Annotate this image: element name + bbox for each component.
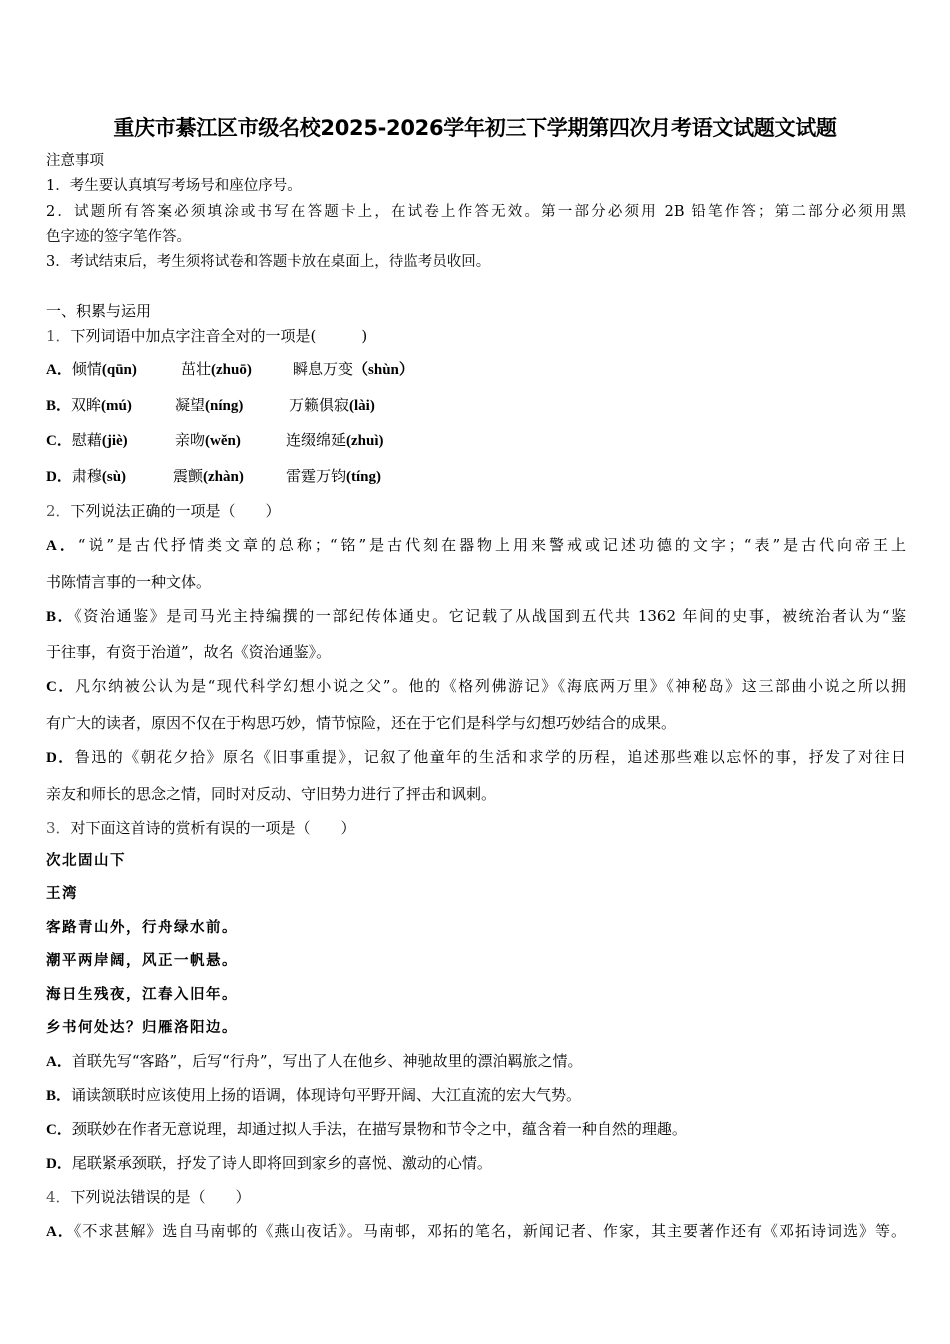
q2-option-b-cont: 于往事，有资于治道”，故名《资治通鉴》。 (46, 643, 332, 661)
notice-heading: 注意事项 (46, 153, 104, 169)
option-label: B． (46, 1088, 72, 1104)
pinyin: (qūn) (101, 362, 137, 378)
option-text: 颈联妙在作者无意说理，却通过拟人手法，在描写景物和节令之中，蕴含着一种自然的理趣。 (71, 1120, 687, 1138)
question-number: 3． (46, 819, 71, 837)
q3-option-b (46, 1085, 581, 1106)
option-label: C． (46, 679, 75, 695)
question-4 (46, 1187, 251, 1207)
pinyin: (wěn) (205, 433, 241, 449)
pinyin: (zhuì) (346, 433, 384, 449)
option-label: D． (46, 469, 72, 485)
option-text: “说”是古代抒情类文章的总称；“铭”是古代刻在器物上用来警戒或记述功德的文字；“表”是古代向帝王上 (77, 536, 906, 554)
option-word: 雷霆万钧 (286, 467, 347, 485)
q2-option-d-cont: 亲友和师长的思念之情，同时对反动、守旧势力进行了抨击和讽刺。 (46, 785, 497, 803)
option-label: B． (46, 609, 75, 625)
q3-option-d (46, 1153, 492, 1174)
option-word: 茁壮 (181, 360, 212, 378)
q2-option-c (46, 676, 906, 697)
option-text: 凡尔纳被公认为是“现代科学幻想小说之父”。他的《格列佛游记》《海底两万里》《神秘岛》这三部曲小说之所以拥 (75, 677, 906, 695)
option-word: 亲吻 (175, 431, 206, 449)
poem-author: 王湾 (46, 885, 78, 902)
option-word: 震颤 (173, 467, 204, 485)
option-word: 双眸 (71, 396, 102, 414)
q2-option-a (46, 535, 906, 556)
q3-option-a (46, 1051, 583, 1072)
question-stem: 下列词语中加点字注音全对的一项是( ) (70, 327, 368, 345)
question-stem: 对下面这首诗的赏析有误的一项是（ ） (70, 819, 356, 837)
notice-item: 3．考试结束后，考生须将试卷和答题卡放在桌面上，待监考员收回。 (46, 254, 491, 270)
poem-line: 乡书何处达？归雁洛阳边。 (46, 1019, 238, 1036)
option-label: B． (46, 398, 72, 414)
question-number: 4． (46, 1188, 71, 1206)
option-word: 慰藉 (71, 431, 102, 449)
notice-item: 2．试题所有答案必须填涂或书写在答题卡上，在试卷上作答无效。第一部分必须用 2B 铅笔作答；第二部分必须用黑 (46, 204, 906, 220)
option-label: A． (46, 1054, 72, 1070)
question-number: 1． (46, 327, 71, 345)
q2-option-a-cont: 书陈情言事的一种文体。 (46, 573, 212, 591)
notice-item: 1．考生要认真填写考场号和座位序号。 (46, 178, 302, 194)
pinyin: （shùn） (353, 362, 414, 378)
pinyin: (zhuō) (211, 362, 252, 378)
q4-option-a (46, 1221, 906, 1242)
poem-line: 客路青山外，行舟绿水前。 (46, 919, 238, 936)
q3-option-c (46, 1119, 687, 1140)
option-text: 首联先写“客路”，后写“行舟”，写出了人在他乡、神驰故里的漂泊羁旅之情。 (71, 1052, 583, 1070)
option-label: D． (46, 750, 75, 766)
option-word: 万籁俱寂 (289, 396, 350, 414)
question-stem: 下列说法正确的一项是（ ） (70, 502, 281, 520)
option-word: 肃穆 (71, 467, 102, 485)
question-number: 2． (46, 502, 71, 520)
section-heading: 一、积累与运用 (46, 302, 152, 320)
option-word: 凝望 (175, 396, 206, 414)
q2-option-c-cont: 有广大的读者，原因不仅在于构思巧妙，情节惊险，还在于它们是科学与幻想巧妙结合的成果。 (46, 714, 677, 732)
pinyin: (lài) (349, 398, 375, 414)
option-word: 连缀绵延 (286, 431, 347, 449)
option-word: 瞬息万变 (293, 360, 354, 378)
option-word: 倾情 (71, 360, 102, 378)
poem-title: 次北固山下 (46, 852, 126, 869)
option-text: 《资治通鉴》是司马光主持编撰的一部纪传体通史。它记载了从战国到五代共 1362 年间的史事，被统治者认为“鉴 (74, 607, 906, 625)
question-3 (46, 818, 356, 838)
option-label: C． (46, 1122, 72, 1138)
q2-option-d (46, 747, 906, 768)
option-text: 《不求甚解》选自马南邨的《燕山夜话》。马南邨，邓拓的笔名，新闻记者、作家，其主要著作还有《邓拓诗词选》等。 (73, 1222, 906, 1240)
poem-line: 海日生残夜，江春入旧年。 (46, 986, 238, 1003)
page-title: 重庆市綦江区市级名校2025-2026学年初三下学期第四次月考语文试题文试题 (113, 116, 837, 140)
q1-option-b (46, 395, 906, 417)
option-label: D． (46, 1156, 72, 1172)
q1-option-d (46, 466, 906, 488)
option-text: 鲁迅的《朝花夕拾》原名《旧事重提》，记叙了他童年的生活和求学的历程，追述那些难以忘怀的事，抒发了对往日 (74, 748, 906, 766)
pinyin: (tíng) (346, 469, 382, 485)
option-text: 诵读颔联时应该使用上扬的语调，体现诗句平野开阔、大江直流的宏大气势。 (71, 1086, 582, 1104)
pinyin: (jiè) (101, 433, 128, 449)
pinyin: (zhàn) (203, 469, 244, 485)
option-label: A． (46, 362, 72, 378)
option-label: A． (46, 538, 78, 554)
pinyin: (mú) (101, 398, 132, 414)
q2-option-b (46, 606, 906, 627)
option-label: C． (46, 433, 72, 449)
notice-item: 色字迹的签字笔作答。 (46, 229, 191, 245)
q1-option-c (46, 430, 906, 452)
question-stem: 下列说法错误的是（ ） (70, 1188, 251, 1206)
option-text: 尾联紧承颈联，抒发了诗人即将回到家乡的喜悦、激动的心情。 (71, 1154, 492, 1172)
option-label: A． (46, 1224, 74, 1240)
question-2 (46, 501, 281, 521)
q1-option-a (46, 359, 906, 381)
question-1 (46, 326, 367, 346)
poem-line: 潮平两岸阔，风正一帆悬。 (46, 952, 238, 969)
pinyin: (sù) (101, 469, 127, 485)
pinyin: (níng) (205, 398, 244, 414)
